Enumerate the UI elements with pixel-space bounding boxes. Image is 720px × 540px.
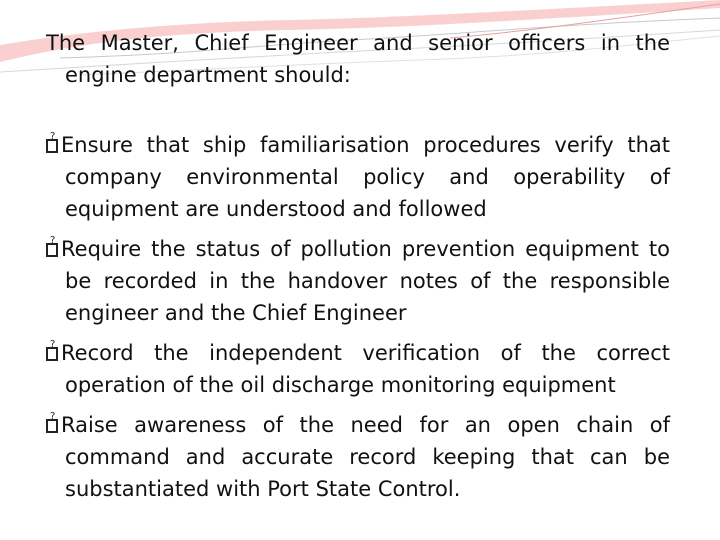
intro-text: The Master, Chief Engineer and senior officers in the engine department should: <box>46 31 670 87</box>
bullet-item <box>46 409 670 505</box>
slide-content <box>46 27 670 513</box>
bullet-item <box>46 233 670 329</box>
bullet-text: Require the status of pollution prevention equipment to be recorded in the handover notes of the responsible engineer and the Chief Engineer <box>61 237 670 325</box>
missing-glyph-bullet-icon <box>46 347 58 361</box>
bullet-item <box>46 129 670 225</box>
missing-glyph-bullet-icon <box>46 243 58 257</box>
bullet-list <box>46 129 670 505</box>
bullet-text: Record the independent verification of the correct operation of the oil discharge monitoring equipment <box>61 341 670 397</box>
missing-glyph-bullet-icon <box>46 139 58 153</box>
missing-glyph-bullet-icon <box>46 419 58 433</box>
bullet-item <box>46 337 670 401</box>
bullet-text: Ensure that ship familiarisation procedures verify that company environmental policy and operability of equipment are understood and followed <box>61 133 670 221</box>
bullet-text: Raise awareness of the need for an open chain of command and accurate record keeping that can be substantiated with Port State Control. <box>61 413 670 501</box>
